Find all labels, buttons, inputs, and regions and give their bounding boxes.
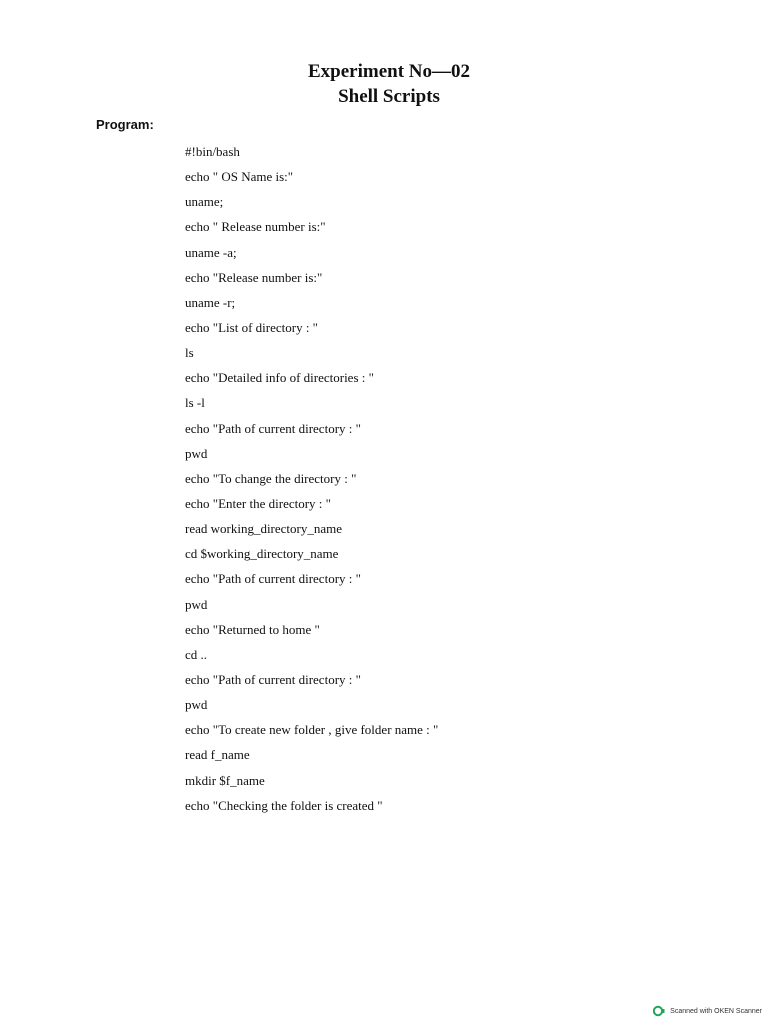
program-label: Program: bbox=[96, 117, 154, 132]
code-line: echo "Path of current directory : " bbox=[185, 571, 361, 587]
code-line: echo "Release number is:" bbox=[185, 269, 323, 285]
code-line: echo " OS Name is:" bbox=[185, 169, 294, 185]
code-line: ls -l bbox=[185, 395, 205, 411]
scanner-logo-icon bbox=[653, 1005, 665, 1017]
code-line: echo "Checking the folder is created " bbox=[185, 797, 383, 813]
code-line: read working_directory_name bbox=[185, 521, 343, 537]
page-subtitle: Shell Scripts bbox=[338, 86, 440, 107]
code-listing bbox=[185, 143, 438, 822]
code-line: uname; bbox=[185, 194, 224, 210]
code-line: read f_name bbox=[185, 747, 250, 763]
code-line: cd $working_directory_name bbox=[185, 546, 339, 562]
code-line: mkdir $f_name bbox=[185, 772, 265, 788]
code-line: uname -a; bbox=[185, 244, 237, 260]
code-line: pwd bbox=[185, 445, 208, 461]
code-line: echo " Release number is:" bbox=[185, 219, 326, 235]
code-line: echo "Path of current directory : " bbox=[185, 420, 361, 436]
scanner-watermark bbox=[653, 1005, 762, 1017]
code-line: echo "Path of current directory : " bbox=[185, 671, 361, 687]
code-line: ls bbox=[185, 345, 194, 361]
code-line: echo "To change the directory : " bbox=[185, 470, 357, 486]
code-line: pwd bbox=[185, 697, 208, 713]
code-line: cd .. bbox=[185, 646, 208, 662]
code-line: echo "Enter the directory : " bbox=[185, 495, 331, 511]
code-line: #!bin/bash bbox=[185, 144, 240, 159]
code-line: echo "List of directory : " bbox=[185, 319, 318, 335]
code-line: echo "Returned to home " bbox=[185, 621, 320, 637]
code-line: echo "Detailed info of directories : " bbox=[185, 370, 374, 386]
code-line: uname -r; bbox=[185, 294, 236, 310]
code-line: echo "To create new folder , give folder name : " bbox=[185, 722, 439, 738]
scanner-text: Scanned with OKEN Scanner bbox=[670, 1007, 762, 1015]
code-line: pwd bbox=[185, 596, 208, 612]
page-title: Experiment No—02 bbox=[307, 61, 470, 82]
